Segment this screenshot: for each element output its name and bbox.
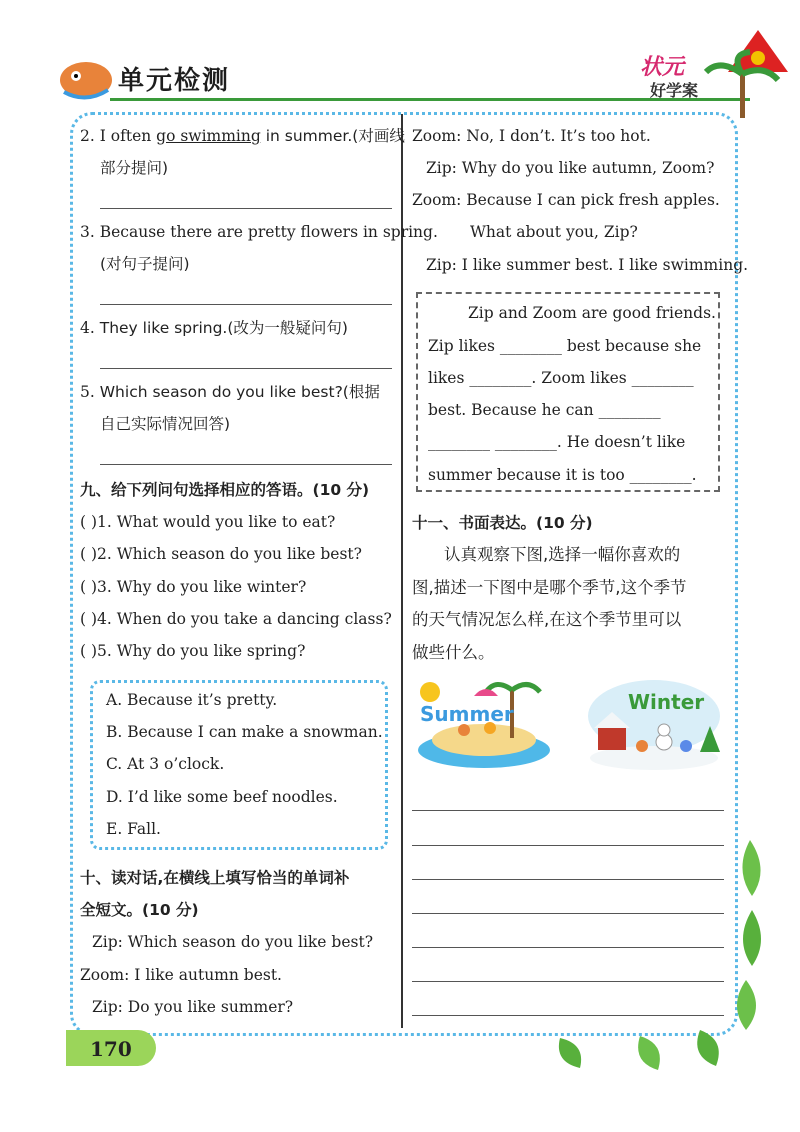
- dialog-line: What about you, Zip?: [470, 223, 638, 241]
- dialog-line: Zoom: No, I don’t. It’s too hot.: [412, 127, 651, 145]
- question-5-line2: 自己实际情况回答): [100, 415, 231, 433]
- dialog-line: Zoom: I like autumn best.: [80, 966, 282, 984]
- page-number-tab: [66, 1030, 156, 1066]
- writing-line[interactable]: [412, 810, 724, 811]
- header-mascot-icon: [56, 56, 116, 102]
- question-3-line2: (对句子提问): [100, 255, 190, 273]
- instruction-line: 的天气情况怎么样,在这个季节里可以: [412, 610, 682, 629]
- passage-line[interactable]: best. Because he can ________: [428, 401, 661, 419]
- passage-line[interactable]: summer because it is too ________.: [428, 466, 697, 484]
- summer-label: Summer: [420, 702, 514, 726]
- dialog-line: Zip: Which season do you like best?: [92, 933, 373, 951]
- brand-subtitle: 好学案: [650, 81, 699, 100]
- instruction-line: 图,描述一下图中是哪个季节,这个季节: [412, 578, 687, 597]
- summer-illustration: [414, 678, 554, 772]
- column-divider: [401, 114, 403, 1028]
- question-3: 3. Because there are pretty flowers in spring.: [80, 223, 438, 241]
- matching-item[interactable]: ( )2. Which season do you like best?: [80, 545, 362, 563]
- dialog-line: Zoom: Because I can pick fresh apples.: [412, 191, 720, 209]
- option-d: D. I’d like some beef noodles.: [106, 788, 338, 806]
- answer-line[interactable]: [100, 368, 392, 369]
- instruction-line: 认真观察下图,选择一幅你喜欢的: [444, 545, 681, 564]
- question-4: 4. They like spring.(改为一般疑问句): [80, 319, 348, 337]
- passage-line[interactable]: likes ________. Zoom likes ________: [428, 369, 694, 387]
- option-c: C. At 3 o’clock.: [106, 755, 225, 773]
- matching-item[interactable]: ( )1. What would you like to eat?: [80, 513, 336, 531]
- passage-line[interactable]: ________ ________. He doesn’t like: [428, 433, 686, 451]
- answer-line[interactable]: [100, 464, 392, 465]
- palm-tree-icon: [700, 28, 790, 118]
- question-5: 5. Which season do you like best?(根据: [80, 383, 380, 401]
- leaves-decoration-icon: [520, 830, 770, 1070]
- winter-label: Winter: [628, 690, 705, 714]
- matching-item[interactable]: ( )3. Why do you like winter?: [80, 578, 307, 596]
- winter-illustration: [584, 676, 724, 772]
- answer-line[interactable]: [100, 304, 392, 305]
- matching-item[interactable]: ( )4. When do you take a dancing class?: [80, 610, 392, 628]
- page-title: 单元检测: [118, 66, 231, 96]
- section-9-title: 九、给下列问句选择相应的答语。(10 分): [80, 481, 370, 499]
- passage-line: Zip and Zoom are good friends.: [468, 304, 716, 322]
- dialog-line: Zip: Do you like summer?: [92, 998, 294, 1016]
- dialog-line: Zip: I like summer best. I like swimming.: [426, 256, 749, 274]
- matching-item[interactable]: ( )5. Why do you like spring?: [80, 642, 306, 660]
- option-a: A. Because it’s pretty.: [106, 691, 278, 709]
- section-11-title: 十一、书面表达。(10 分): [412, 514, 593, 532]
- section-10-title-line2: 全短文。(10 分): [80, 901, 199, 919]
- question-2: 2. I often go swimming in summer.(对画线: [80, 127, 405, 145]
- section-10-title: 十、读对话,在横线上填写恰当的单词补: [80, 869, 350, 887]
- page-number: 170: [90, 1037, 132, 1061]
- brand-name: 状元: [640, 55, 685, 80]
- question-2-line2: 部分提问): [100, 159, 169, 177]
- instruction-line: 做些什么。: [412, 643, 495, 662]
- dialog-line: Zip: Why do you like autumn, Zoom?: [426, 159, 715, 177]
- passage-line[interactable]: Zip likes ________ best because she: [428, 337, 702, 355]
- answer-line[interactable]: [100, 208, 392, 209]
- option-b: B. Because I can make a snowman.: [106, 723, 383, 741]
- option-e: E. Fall.: [106, 820, 161, 838]
